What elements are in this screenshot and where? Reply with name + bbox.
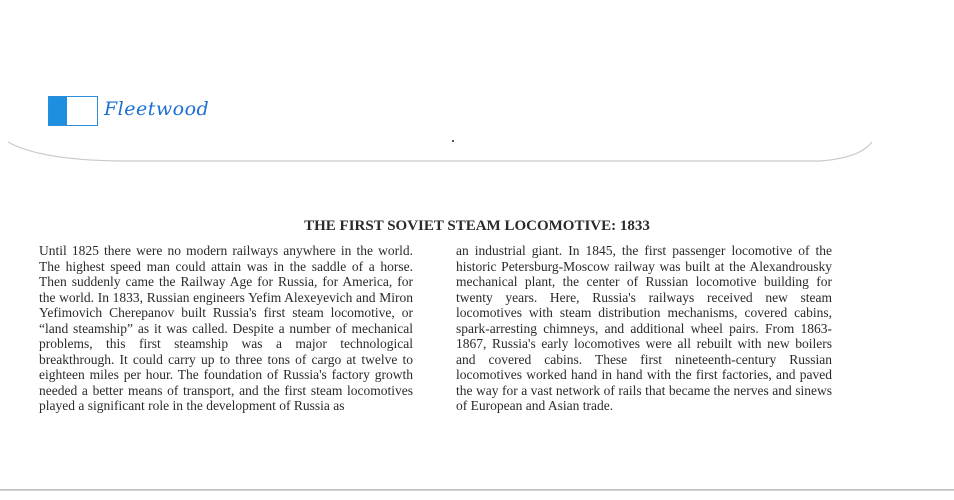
brand-name: Fleetwood bbox=[104, 98, 210, 120]
article-column-right: an industrial giant. In 1845, the first passenger locomotive of the historic Petersburg-Moscow railway was built at the Alexandrousky mechanical plant, the center of Russian locomotive building for twenty years. Here, Russia's railways received new steam locomotives with steam distribution mechanisms, covered cabins, spark-arresting chimneys, and additional wheel pairs. From 1863-1867, Russia's early locomotives were all rebuilt with new boilers and covered cabins. These first nineteenth-century Russian locomotives worked hand in hand with the first factories, and paved the way for a vast network of rails that became the nerves and sinews of European and Asian trade. bbox=[456, 243, 832, 413]
bottom-edge-rule bbox=[0, 489, 954, 491]
speck bbox=[452, 140, 454, 142]
fleetwood-logo-icon bbox=[48, 96, 98, 126]
logo-square bbox=[49, 97, 67, 125]
article-title: THE FIRST SOVIET STEAM LOCOMOTIVE: 1833 bbox=[304, 218, 650, 234]
article-column-left: Until 1825 there were no modern railways anywhere in the world. The highest speed man could attain was in the saddle of a horse. Then suddenly came the Railway Age for Russia, for America, for the world. In 1833, Russian engineers Yefim Alexeyevich and Miron Yefimovich Cherepanov built Russia's first steam locomotive, or “land steamship” as it was called. Despite a number of mechanical problems, this first steamship was a major technological breakthrough. It could carry up to three tons of cargo at twelve to eighteen miles per hour. The foundation of Russia's factory growth needed a better means of transport, and the first steam locomotives played a significant role in the development of Russia as bbox=[39, 243, 413, 413]
